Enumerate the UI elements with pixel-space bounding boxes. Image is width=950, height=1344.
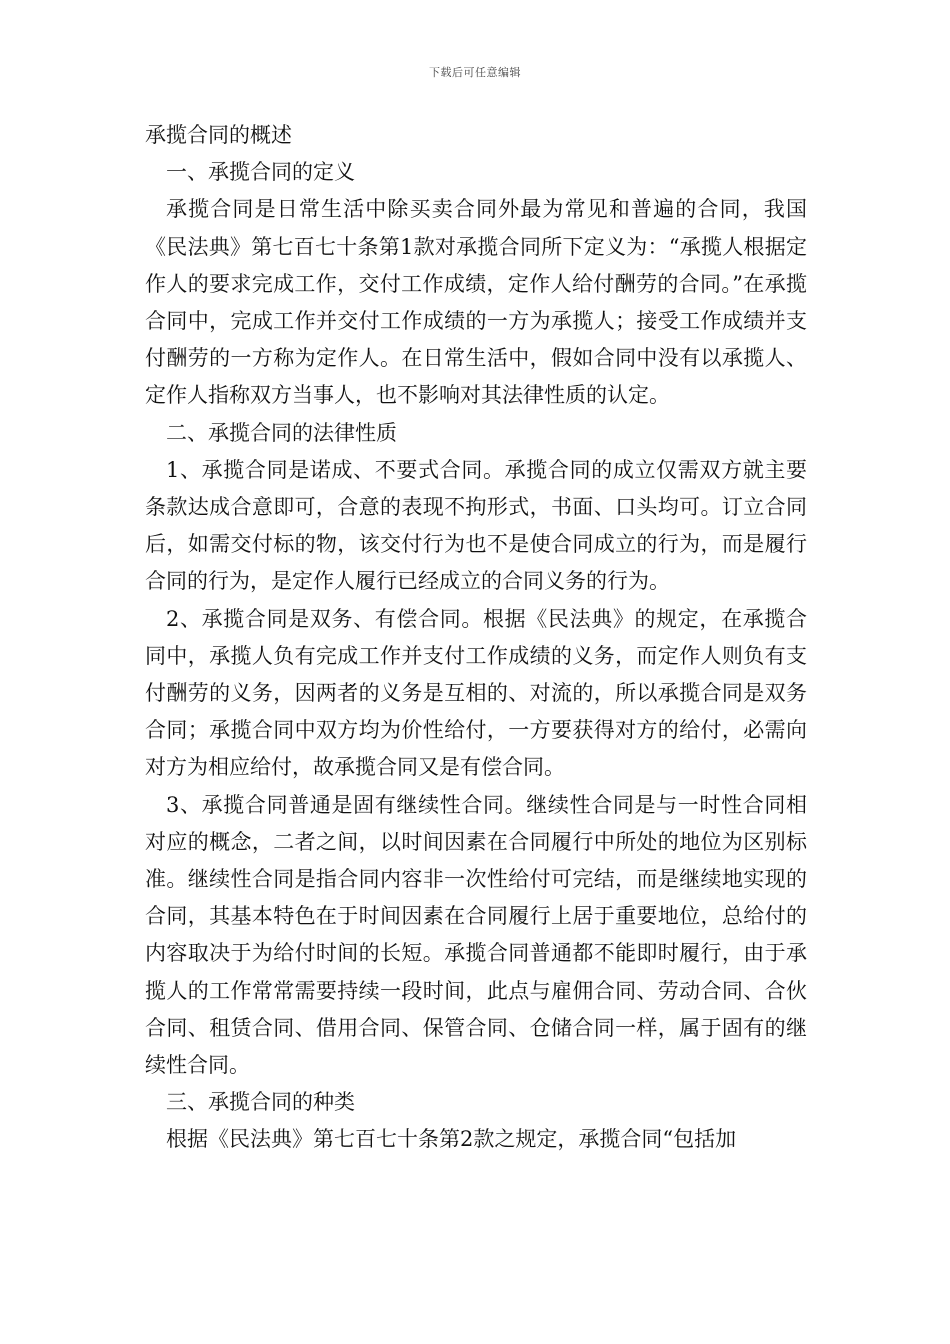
section-heading-legal-nature: 二、承揽合同的法律性质	[166, 420, 397, 445]
paragraph-definition: 承揽合同是日常生活中除买卖合同外最为常见和普遍的合同，我国《民法典》第七百七十条第1款对承揽合同所下定义为：“承揽人根据定作人的要求完成工作，交付工作成绩，定作人给付酬劳的合同。”在承揽合同中，完成工作并交付工作成绩的一方为承揽人；接受工作成绩并支付酬劳的一方称为定作人。在日常生活中，假如合同中没有以承揽人、定作人指称双方当事人，也不影响对其法律性质的认定。	[145, 197, 807, 408]
paragraph-legal-nature-1: 1、承揽合同是诺成、不要式合同。承揽合同的成立仅需双方就主要条款达成合意即可，合意的表现不拘形式，书面、口头均可。订立合同后，如需交付标的物，该交付行为也不是使合同成立的行为，而是履行合同的行为，是定作人履行已经成立的合同义务的行为。	[145, 457, 807, 594]
document-body	[145, 117, 807, 1159]
paragraph-legal-nature-3: 3、承揽合同普通是固有继续性合同。继续性合同是与一时性合同相对应的概念，二者之间，以时间因素在合同履行中所处的地位为区别标准。继续性合同是指合同内容非一次性给付可完结，而是继续地实现的合同，其基本特色在于时间因素在合同履行上居于重要地位，总给付的内容取决于为给付时间的长短。承揽合同普通都不能即时履行，由于承揽人的工作常常需要持续一段时间，此点与雇佣合同、劳动合同、合伙合同、租赁合同、借用合同、保管合同、仓储合同一样，属于固有的继续性合同。	[145, 792, 807, 1078]
section-heading-types: 三、承揽合同的种类	[166, 1090, 355, 1115]
paragraph-types: 根据《民法典》第七百七十条第2款之规定，承揽合同“包括加	[166, 1127, 737, 1152]
paragraph-legal-nature-2: 2、承揽合同是双务、有偿合同。根据《民法典》的规定，在承揽合同中，承揽人负有完成工作并支付工作成绩的义务，而定作人则负有支付酬劳的义务，因两者的义务是互相的、对流的，所以承揽合同是双务合同；承揽合同中双方均为价性给付，一方要获得对方的给付，必需向对方为相应给付，故承揽合同又是有偿合同。	[145, 606, 807, 780]
page-header: 下载后可任意编辑	[429, 66, 521, 79]
section-heading-definition: 一、承揽合同的定义	[166, 160, 355, 185]
document-title: 承揽合同的概述	[145, 123, 292, 147]
